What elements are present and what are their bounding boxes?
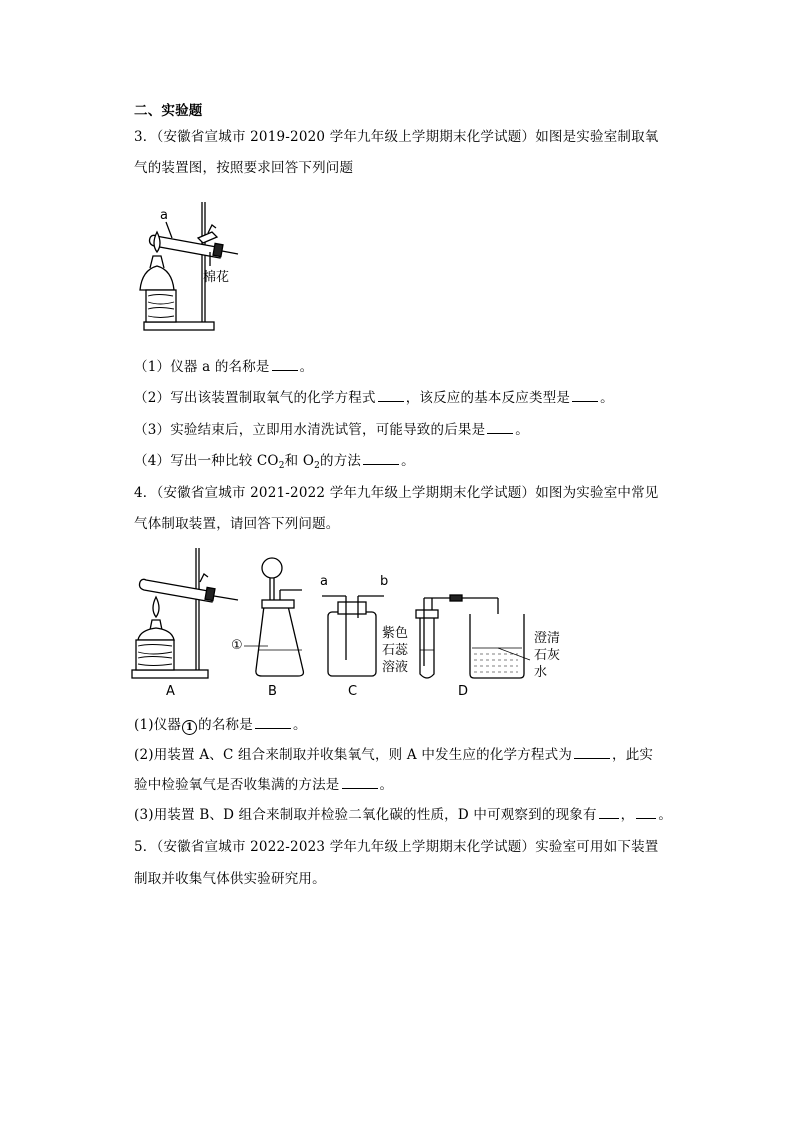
q3-part4-text-a: （4）写出一种比较 CO [134,453,279,469]
subscript: 2 [314,461,321,471]
answer-blank[interactable] [363,453,399,465]
q3-stem-line1: 3．（安徽省宣城市 2019-2020 学年九年级上学期期末化学试题）如图是实验室制取氧 [134,129,659,145]
limewater-line: 石灰 [534,648,561,663]
q3-part2-text-b: ，该反应的基本反应类型是 [405,390,571,406]
q3-part1-end: 。 [299,359,314,375]
q4-part3-text-a: (3)用装置 B、D 组合来制取并检验二氧化碳的性质，D 中可观察到的现象有 [134,807,597,823]
q4-part2-text-c: 验中检验氧气是否收集满的方法是 [134,777,340,793]
answer-blank[interactable] [255,717,291,729]
q4-part3 [134,806,672,824]
q4-stem-line1: 4．（安徽省宣城市 2021-2022 学年九年级上学期期末化学试题）如图为实验室中常见 [134,485,659,501]
q4-label-C: C [348,684,358,699]
q4-label-1: ① [231,638,243,653]
q3-part4-end: 。 [401,453,415,469]
q4-stem-line2: 气体制取装置，请回答下列问题。 [134,516,340,532]
answer-blank[interactable] [572,390,598,402]
q3-part2-end: 。 [600,390,614,406]
q3-label-a: a [160,208,168,223]
q4-label-D: D [458,684,469,699]
limewater-label [534,630,560,681]
circled-number: 1 [182,720,197,735]
q3-part3 [134,421,529,439]
subscript: 2 [278,461,285,471]
limewater-line: 澄清 [534,631,561,646]
q4-part3-text-b: ， [620,807,635,823]
q3-part4-text-b: 和 O [284,453,315,469]
q4-part2-text-b: ，此实 [612,747,654,763]
q4-part2-text-a: (2)用装置 A、C 组合来制取并收集氧气，则 A 中发生应的化学方程式为 [134,747,573,763]
litmus-line: 石蕊 [382,643,409,658]
q3-part1 [134,358,313,376]
q4-part2-cont [134,776,393,794]
q3-part3-text: （3）实验结束后，立即用水清洗试管，可能导致的后果是 [134,422,486,438]
q4-part3-end: 。 [658,807,673,823]
answer-blank[interactable] [487,422,513,434]
q4-label-A: A [166,684,175,699]
q4-label-B: B [268,684,277,699]
litmus-line: 紫色 [382,626,409,641]
q3-part2-text-a: （2）写出该装置制取氧气的化学方程式 [134,390,376,406]
answer-blank[interactable] [342,777,378,789]
answer-blank[interactable] [378,390,404,402]
q4-part1-end: 。 [292,717,307,733]
q4-part1-text-b: 的名称是 [198,717,253,733]
q3-label-cotton: 棉花 [203,270,230,285]
q4-part2 [134,746,653,764]
q5-stem-line1: 5．（安徽省宣城市 2022-2023 学年九年级上学期期末化学试题）实验室可用如下装置 [134,839,659,855]
litmus-line: 溶液 [382,660,409,675]
answer-blank[interactable] [599,807,619,819]
q3-stem-line2: 气的装置图，按照要求回答下列问题 [134,160,354,176]
answer-blank[interactable] [636,807,656,819]
q5-stem-line2: 制取并收集气体供实验研究用。 [134,871,326,887]
q3-part4 [134,452,415,475]
q4-part1-text-a: (1)仪器 [134,717,182,733]
q4-part1 [134,716,307,735]
answer-blank[interactable] [574,747,610,759]
q3-part4-text-c: 的方法 [320,453,362,469]
q4-label-b: b [380,574,389,589]
q4-label-a: a [320,574,328,589]
q3-part3-end: 。 [515,422,529,438]
q3-part1-text: （1）仪器 a 的名称是 [134,359,270,375]
section-title: 二、实验题 [134,103,203,119]
limewater-line: 水 [534,665,548,680]
litmus-label [382,625,408,676]
q4-part2-end: 。 [379,777,394,793]
answer-blank[interactable] [272,359,298,371]
q3-part2 [134,389,614,407]
